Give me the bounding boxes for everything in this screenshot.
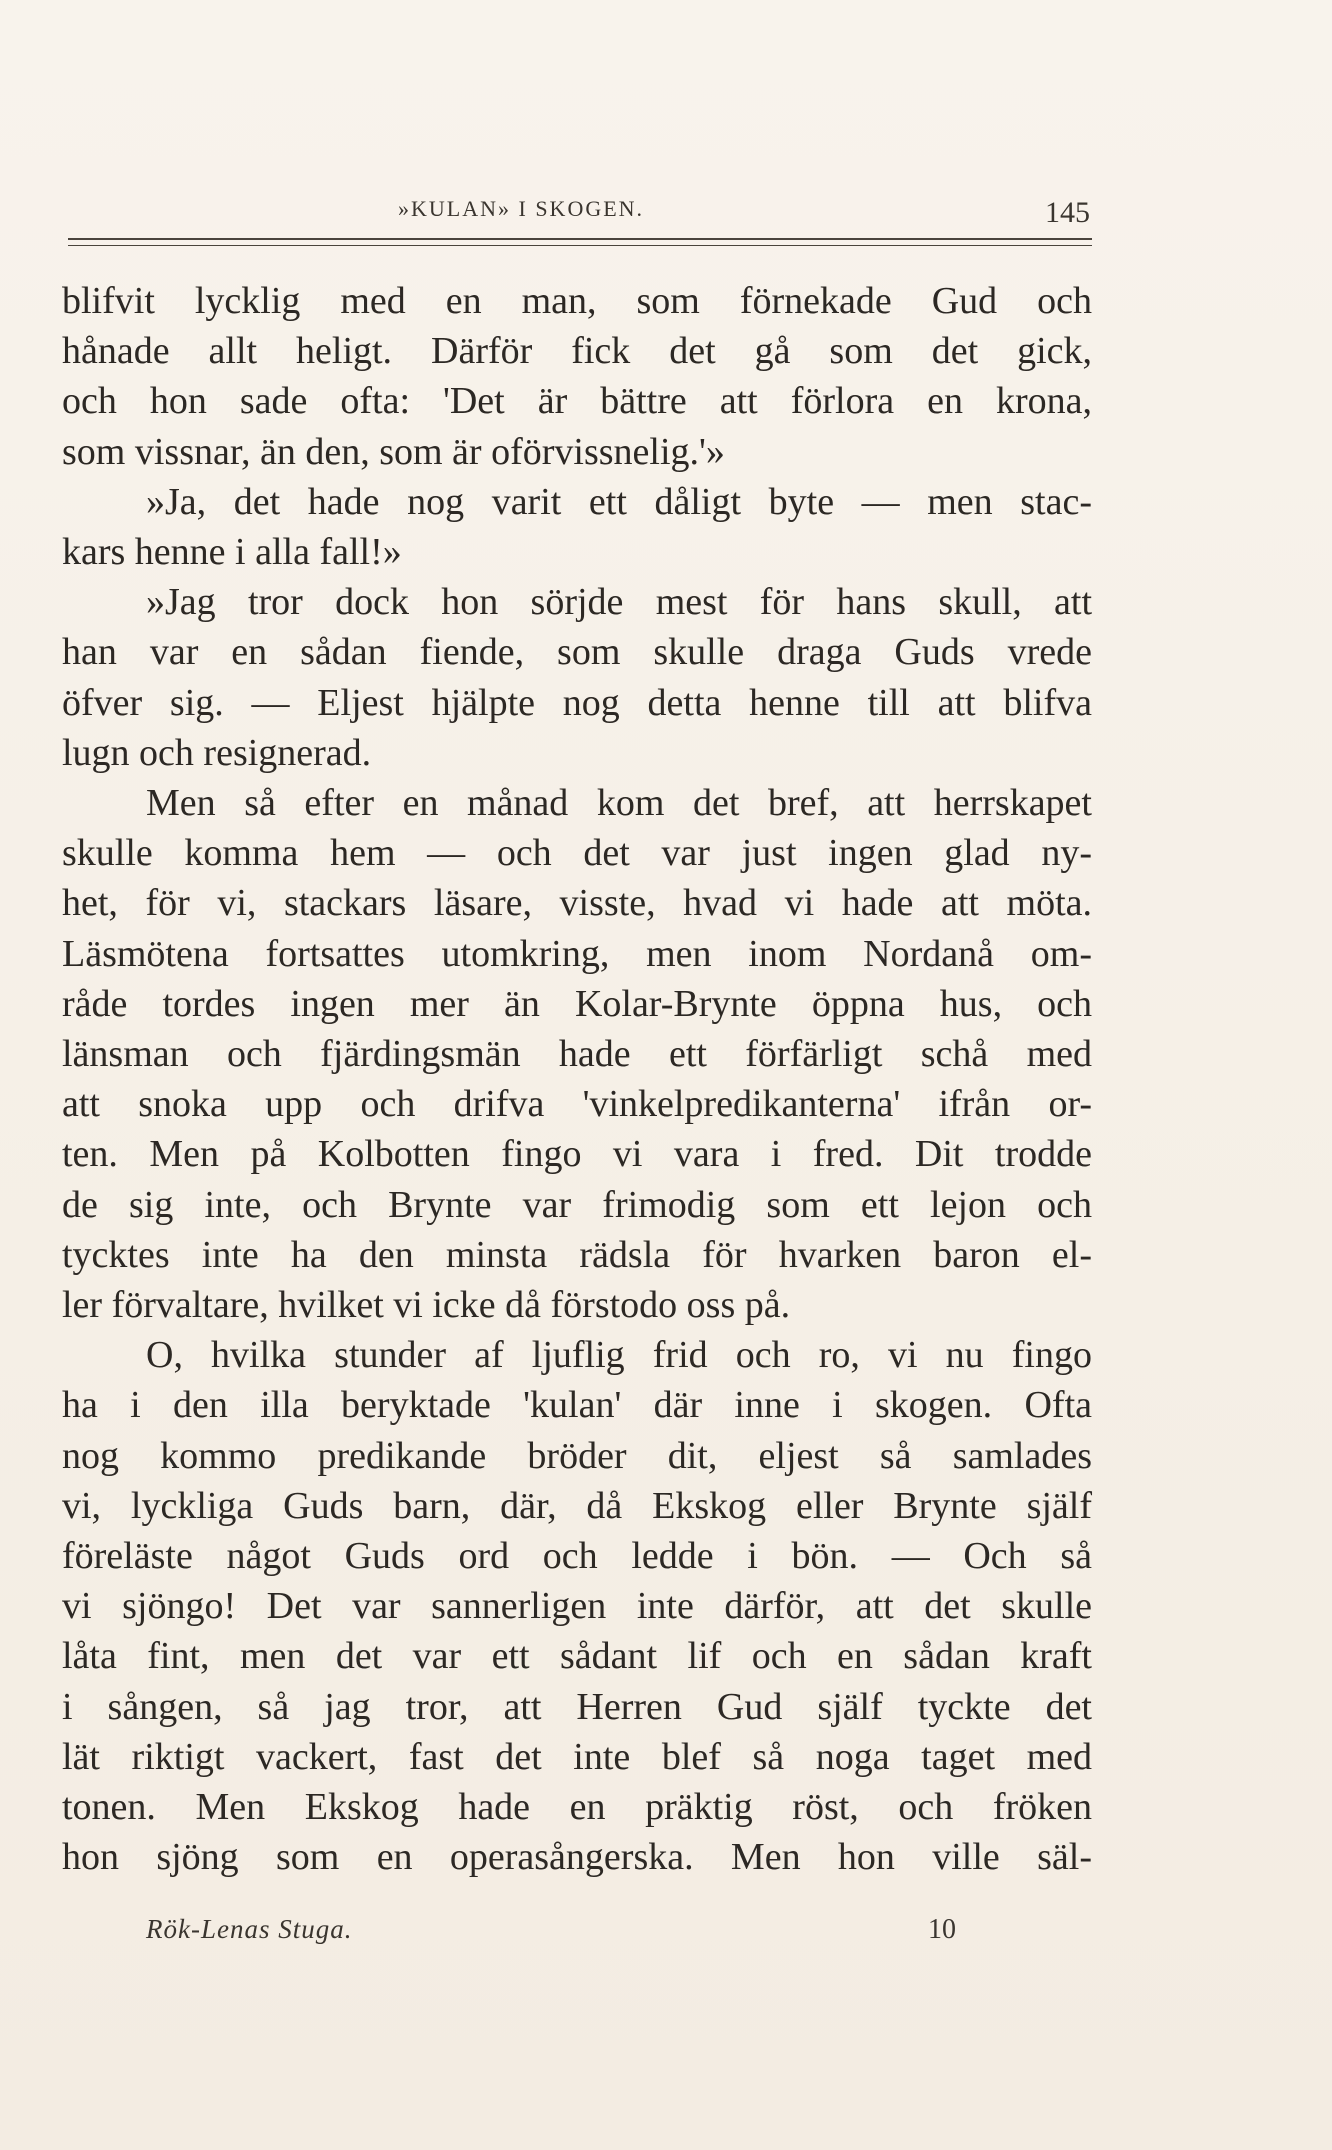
text-line: vi, lyckliga Guds barn, där, då Ekskog eller Brynte själf [62,1484,1092,1527]
signature-mark: Rök-Lenas Stuga. [146,1914,353,1944]
text-line: Men så efter en månad kom det bref, att herrskapet [146,782,1092,825]
text-line: skulle komma hem — och det var just ingen glad ny- [62,832,1092,875]
text-line: han var en sådan fiende, som skulle draga Guds vrede [62,631,1092,674]
text-line: het, för vi, stackars läsare, visste, hvad vi hade att möta. [62,882,1092,925]
text-line: hon sjöng som en operasångerska. Men hon ville säl- [62,1836,1092,1879]
page-header [70,196,1090,236]
text-line: de sig inte, och Brynte var frimodig som ett lejon och [62,1183,1092,1226]
text-line: låta fint, men det var ett sådant lif och en sådan kraft [62,1635,1092,1678]
text-line: Läsmötena fortsattes utomkring, men inom Nordanå om- [62,932,1092,975]
text-line: ha i den illa beryktade 'kulan' där inne i skogen. Ofta [62,1384,1092,1427]
text-line: lät riktigt vackert, fast det inte blef så noga taget med [62,1735,1092,1778]
text-line: »Jag tror dock hon sörjde mest för hans skull, att [146,581,1092,624]
text-line: O, hvilka stunder af ljuflig frid och ro, vi nu fingo [146,1334,1092,1377]
body-text [62,276,1092,1883]
text-line: blifvit lycklig med en man, som förnekade Gud och [62,280,1092,322]
text-line: öfver sig. — Eljest hjälpte nog detta henne till att blifva [62,681,1092,724]
sheet-number: 10 [928,1914,956,1945]
text-line: kars henne i alla fall!» [62,531,402,574]
text-line: nog kommo predikande bröder dit, eljest så samlades [62,1434,1092,1477]
text-line: och hon sade ofta: 'Det är bättre att förlora en krona, [62,380,1092,423]
running-title: »KULAN» I SKOGEN. [398,196,645,221]
text-line: ler förvaltare, hvilket vi icke då förstodo oss på. [62,1284,791,1327]
text-line: att snoka upp och drifva 'vinkelpredikanterna' ifrån or- [62,1083,1092,1126]
text-line: som vissnar, än den, som är oförvissnelig.'» [62,430,725,473]
text-line: råde tordes ingen mer än Kolar-Brynte öppna hus, och [62,982,1092,1025]
text-line: »Ja, det hade nog varit ett dåligt byte — men stac- [146,480,1092,523]
page-footer [70,1908,1090,1958]
text-line: länsman och fjärdingsmän hade ett förfärligt schå med [62,1033,1092,1076]
text-line: ten. Men på Kolbotten fingo vi vara i fred. Dit trodde [62,1133,1092,1176]
text-line: tycktes inte ha den minsta rädsla för hvarken baron el- [62,1233,1092,1276]
header-rule-top [68,238,1092,240]
text-line: föreläste något Guds ord och ledde i bön. — Och så [62,1535,1092,1578]
text-line: tonen. Men Ekskog hade en präktig röst, och fröken [62,1786,1092,1829]
page-number: 145 [1045,196,1090,229]
header-rule-bottom [68,245,1092,246]
text-line: lugn och resignerad. [62,731,372,774]
text-line: vi sjöngo! Det var sannerligen inte därför, att det skulle [62,1585,1092,1628]
text-line: hånade allt heligt. Därför fick det gå som det gick, [62,330,1092,373]
text-line: i sången, så jag tror, att Herren Gud själf tyckte det [62,1685,1092,1728]
